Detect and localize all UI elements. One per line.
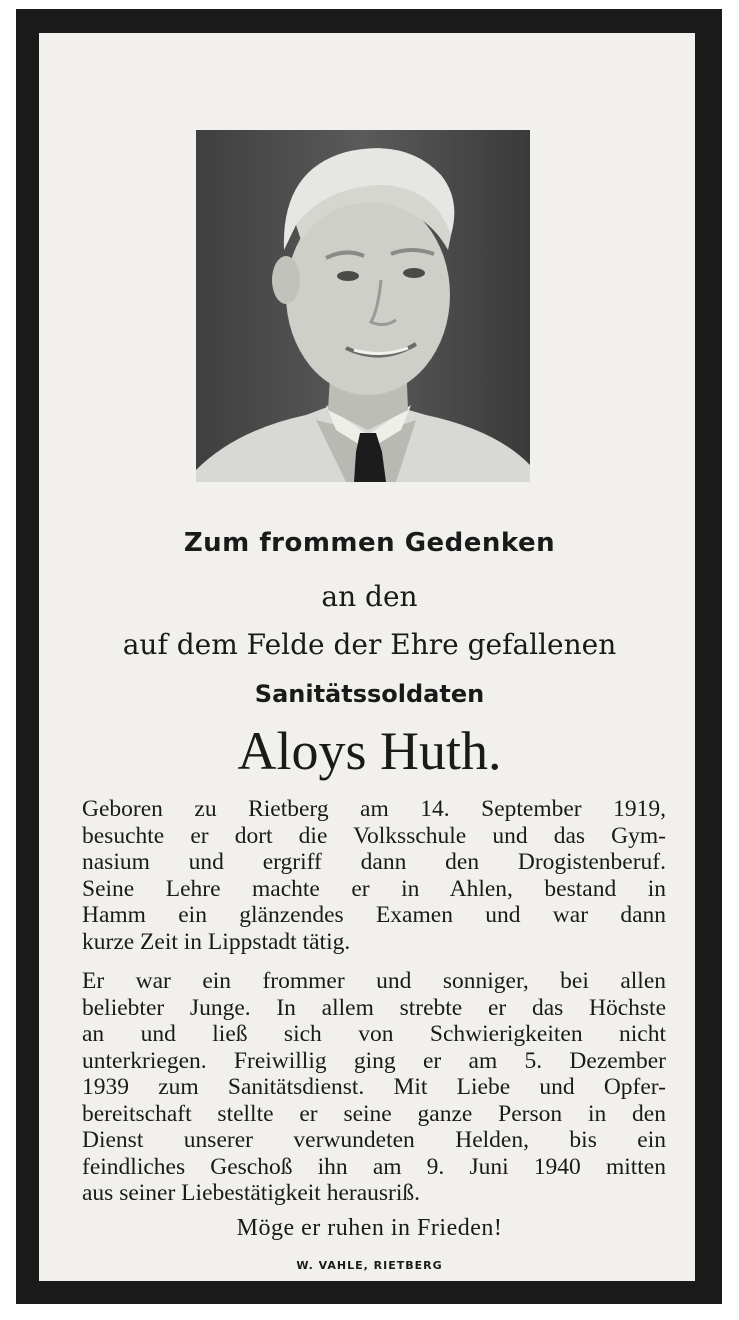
text-line: an und ließ sich von Schwierigkeiten nicht — [82, 1021, 666, 1047]
text-line: aus seiner Liebestätigkeit herausriß. — [82, 1180, 421, 1206]
text-line: besuchte er dort die Volksschule und das Gym- — [82, 822, 666, 849]
printer-imprint: W. VAHLE, RIETBERG — [296, 1259, 443, 1272]
text-line: Er war ein frommer und sonniger, bei allen — [82, 968, 666, 994]
text-line: Hamm ein glänzendes Examen und war dann — [82, 902, 666, 928]
deceased-name: Aloys Huth. — [237, 721, 502, 781]
text-line: unterkriegen. Freiwillig ging er am 5. Dezember — [82, 1047, 666, 1074]
card-heading: Zum frommen Gedenken — [183, 528, 556, 558]
text-line: feindliches Geschoß ihn am 9. Juni 1940 mitten — [82, 1153, 666, 1180]
portrait-photo — [196, 130, 530, 482]
text-line: 1939 zum Sanitätsdienst. Mit Liebe und Opfer- — [82, 1074, 666, 1100]
biography-paragraph-1 — [82, 796, 666, 955]
text-line: beliebter Junge. In allem strebte er das Höchste — [82, 994, 666, 1021]
text-line: nasium und ergriff dann den Drogistenberuf. — [82, 849, 666, 875]
text-line: kurze Zeit in Lippstadt tätig. — [82, 928, 351, 955]
text-line: Geboren zu Rietberg am 14. September 1919, — [82, 796, 666, 822]
intro-line-2: auf dem Felde der Ehre gefallenen — [122, 628, 617, 661]
rank-title: Sanitätssoldaten — [254, 680, 485, 708]
text-line: Seine Lehre machte er in Ahlen, bestand in — [82, 875, 666, 902]
biography-paragraph-2 — [82, 968, 666, 1207]
intro-line-1: an den — [321, 580, 418, 613]
closing-prayer: Möge er ruhen in Frieden! — [236, 1215, 503, 1241]
text-line: bereitschaft stellte er seine ganze Person in den — [82, 1100, 666, 1127]
text-line: Dienst unserer verwundeten Helden, bis ein — [82, 1127, 666, 1153]
